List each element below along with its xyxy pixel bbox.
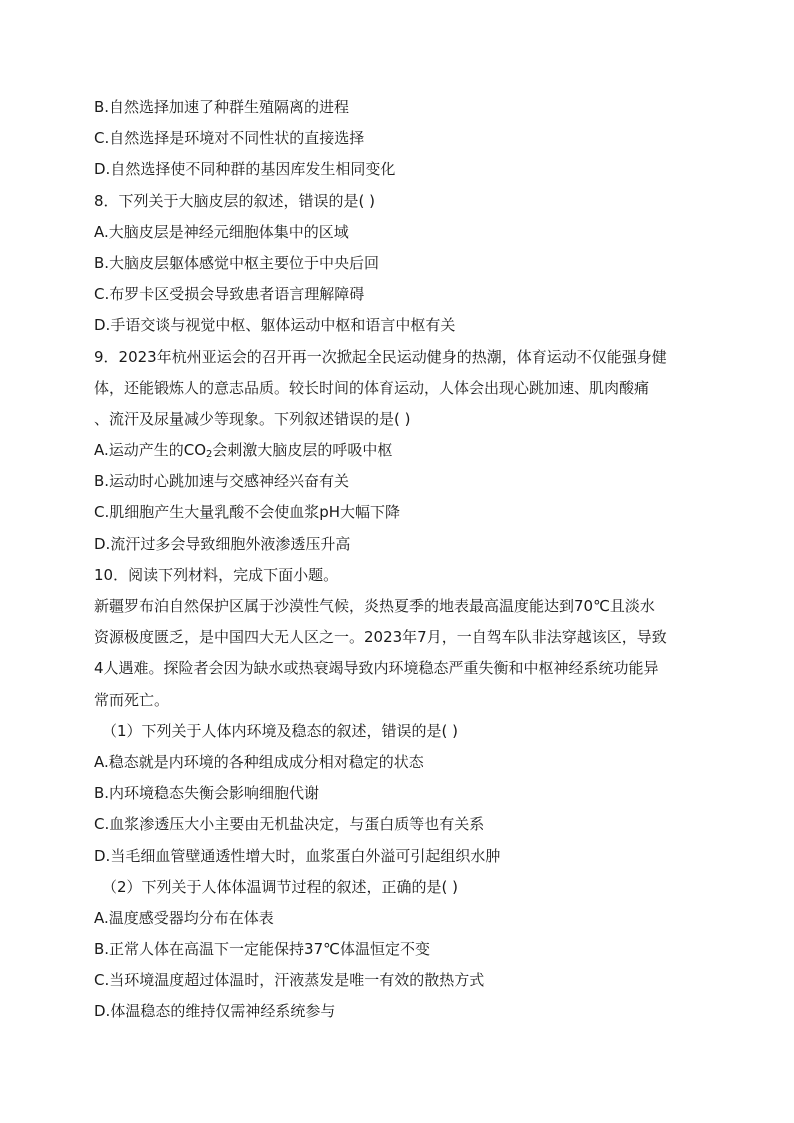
option-8d: D.手语交谈与视觉中枢、躯体运动中枢和语言中枢有关 [94, 316, 456, 335]
co2-subscript: 2 [206, 449, 213, 461]
material-line-4: 常而死亡。 [94, 690, 170, 709]
option-10-2d: D.体温稳态的维持仅需神经系统参与 [94, 1002, 336, 1021]
option-7b: B.自然选择加速了种群生殖隔离的进程 [94, 98, 350, 116]
option-9c: C.肌细胞产生大量乳酸不会使血浆pH大幅下降 [94, 503, 401, 522]
material-line-1: 新疆罗布泊自然保护区属于沙漠性气候，炎热夏季的地表最高温度能达到70℃且淡水 [94, 597, 655, 615]
option-10-2c: C.当环境温度超过体温时，汗液蒸发是唯一有效的散热方式 [94, 971, 485, 990]
option-10-1c: C.血浆渗透压大小主要由无机盐决定，与蛋白质等也有关系 [94, 815, 485, 834]
subquestion-2-stem: （2）下列关于人体体温调节过程的叙述，正确的是( ) [102, 877, 459, 896]
option-9b: B.运动时心跳加速与交感神经兴奋有关 [94, 472, 350, 491]
subquestion-1-stem: （1）下列关于人体内环境及稳态的叙述，错误的是( ) [102, 721, 459, 740]
option-10-1d: D.当毛细血管壁通透性增大时，血浆蛋白外溢可引起组织水肿 [94, 846, 501, 865]
option-9a-text-before: A.运动产生的CO [94, 441, 207, 460]
option-8a: A.大脑皮层是神经元细胞体集中的区域 [94, 222, 349, 241]
option-9d: D.流汗过多会导致细胞外液渗透压升高 [94, 534, 351, 553]
option-8c: C.布罗卡区受损会导致患者语言理解障碍 [94, 285, 365, 304]
option-10-2b: B.正常人体在高温下一定能保持37℃体温恒定不变 [94, 940, 430, 959]
question-9-stem-line-3: 、流汗及尿量减少等现象。下列叙述错误的是( ) [94, 409, 411, 428]
material-line-2: 资源极度匮乏，是中国四大无人区之一。2023年7月，一自驾车队非法穿越该区，导致 [94, 628, 667, 647]
option-9a [94, 435, 714, 466]
question-9-stem-line-2: 体，还能锻炼人的意志品质。较长时间的体育运动，人体会出现心跳加速、肌肉酸痛 [94, 378, 650, 397]
option-10-1b: B.内环境稳态失衡会影响细胞代谢 [94, 784, 320, 803]
option-8b: B.大脑皮层躯体感觉中枢主要位于中央后回 [94, 253, 380, 272]
material-line-3: 4人遇难。探险者会因为缺水或热衰竭导致内环境稳态严重失衡和中枢神经系统功能异 [94, 659, 659, 678]
option-7c: C.自然选择是环境对不同性状的直接选择 [94, 129, 365, 148]
option-7d: D.自然选择使不同种群的基因库发生相同变化 [94, 160, 396, 179]
question-9-stem-line-1: 9．2023年杭州亚运会的召开再一次掀起全民运动健身的热潮，体育运动不仅能强身健 [94, 347, 667, 366]
question-10-stem: 10．阅读下列材料，完成下面小题。 [94, 565, 339, 584]
option-9a-text-after: 会刺激大脑皮层的呼吸中枢 [212, 441, 393, 460]
option-10-2a: A.温度感受器均分布在体表 [94, 908, 274, 927]
document-body [94, 92, 714, 1028]
option-10-1a: A.稳态就是内环境的各种组成成分相对稳定的状态 [94, 752, 424, 771]
question-8-stem: 8．下列关于大脑皮层的叙述，错误的是( ) [94, 191, 376, 210]
